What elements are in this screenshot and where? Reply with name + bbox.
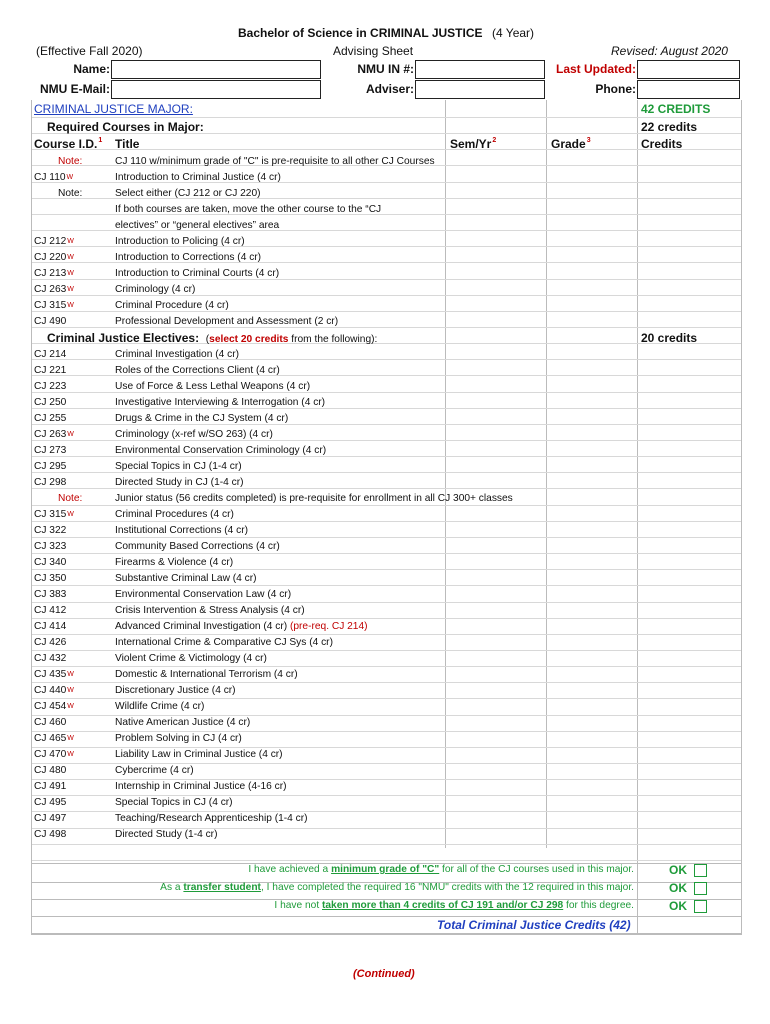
course-title: Professional Development and Assessment (2 cr) (115, 316, 339, 327)
col-title: Title (115, 137, 140, 151)
course-title: Introduction to Criminal Justice (4 cr) (115, 172, 281, 183)
course-row (32, 363, 741, 379)
course-row (32, 699, 741, 715)
course-title: Criminology (4 cr) (115, 284, 196, 295)
course-title: Roles of the Corrections Client (4 cr) (115, 365, 280, 376)
writing-intensive-mark: W (67, 511, 74, 518)
grid-line (32, 117, 741, 118)
course-id: CJ $220^W$ (34, 252, 74, 263)
course-row (32, 539, 741, 555)
last-updated-label: Last Updated: (555, 62, 636, 76)
course-title: Directed Study in CJ (1-4 cr) (115, 477, 244, 488)
course-id: CJ 323 (34, 541, 67, 552)
writing-intensive-mark: W (67, 286, 74, 293)
course-title: Criminal Procedures (4 cr) (115, 509, 234, 520)
email-label: NMU E-Mail: (40, 82, 110, 96)
last-updated-field[interactable] (637, 60, 740, 79)
course-id: CJ 498 (34, 829, 67, 840)
course-title: Junior status (56 credits completed) is pre-requisite for enrollment in all CJ 300+ classes (115, 493, 513, 504)
course-id: CJ $263^W$ (34, 284, 74, 295)
course-id: CJ 350 (34, 573, 67, 584)
course-title: Teaching/Research Apprenticeship (1-4 cr) (115, 813, 308, 824)
course-title: Native American Justice (4 cr) (115, 717, 251, 728)
course-row (32, 427, 741, 443)
course-id: CJ $454^W$ (34, 701, 74, 712)
course-row (32, 507, 741, 523)
name-label: Name: (73, 62, 110, 76)
course-title: Liability Law in Criminal Justice (4 cr) (115, 749, 283, 760)
course-title: Domestic & International Terrorism (4 cr) (115, 669, 298, 680)
course-row (32, 250, 741, 266)
note-row (32, 154, 741, 170)
writing-intensive-mark: W (67, 687, 74, 694)
email-field[interactable] (111, 80, 321, 99)
phone-field[interactable] (637, 80, 740, 99)
ok-checkbox[interactable] (694, 864, 707, 877)
course-row (32, 282, 741, 298)
course-id: CJ 432 (34, 653, 67, 664)
course-title: electives” or “general electives” area (115, 220, 280, 231)
course-table (31, 100, 742, 935)
course-id: CJ 490 (34, 316, 67, 327)
course-title: Internship in Criminal Justice (4-16 cr) (115, 781, 287, 792)
course-title: Investigative Interviewing & Interrogation (4 cr) (115, 397, 326, 408)
course-id: CJ $315^W$ (34, 509, 74, 520)
course-row (32, 731, 741, 747)
course-title: Introduction to Criminal Courts (4 cr) (115, 268, 280, 279)
required-credits: 22 credits (641, 120, 698, 134)
course-title: Community Based Corrections (4 cr) (115, 541, 280, 552)
check-statement: I have not taken more than 4 credits of CJ 191 and/or CJ 298 for this degree. (274, 900, 634, 911)
ok-label: OK (669, 899, 687, 913)
electives-heading: Criminal Justice Electives: (select 20 credits from the following): (47, 331, 378, 345)
course-title: Cybercrime (4 cr) (115, 765, 194, 776)
course-row (32, 523, 741, 539)
course-id: CJ $435^W$ (34, 669, 74, 680)
course-title: Select either (CJ 212 or CJ 220) (115, 188, 261, 199)
course-row (32, 603, 741, 619)
writing-intensive-mark: W (66, 174, 74, 181)
ok-checkbox[interactable] (694, 900, 707, 913)
course-title: Drugs & Crime in the CJ System (4 cr) (115, 413, 289, 424)
course-title: Criminal Investigation (4 cr) (115, 349, 239, 360)
course-id: CJ $470^W$ (34, 749, 74, 760)
course-row (32, 715, 741, 731)
course-title: Special Topics in CJ (1-4 cr) (115, 461, 242, 472)
course-row (32, 443, 741, 459)
course-id: CJ 414 (34, 621, 67, 632)
course-row (32, 635, 741, 651)
effective-date: (Effective Fall 2020) (36, 44, 143, 58)
course-row (32, 571, 741, 587)
writing-intensive-mark: W (67, 431, 74, 438)
course-id: Note: (58, 156, 83, 167)
course-row (32, 266, 741, 282)
writing-intensive-mark: W (67, 302, 74, 309)
course-row (32, 795, 741, 811)
course-row (32, 298, 741, 314)
col-sem-yr: Sem/Yr$^2$ (450, 137, 497, 151)
electives-credits: 20 credits (641, 331, 698, 345)
course-row (32, 234, 741, 250)
course-title: Directed Study (1-4 cr) (115, 829, 218, 840)
course-row (32, 763, 741, 779)
course-row (32, 170, 741, 186)
nmu-in-field[interactable] (415, 60, 545, 79)
course-title: Institutional Corrections (4 cr) (115, 525, 249, 536)
course-row (32, 667, 741, 683)
course-row (32, 555, 741, 571)
note-row (32, 186, 741, 202)
course-id: CJ 340 (34, 557, 67, 568)
course-row (32, 587, 741, 603)
course-id: CJ 383 (34, 589, 67, 600)
course-row (32, 314, 741, 330)
grid-line (32, 933, 741, 934)
prereq-note: (pre-req. CJ 214) (289, 621, 368, 632)
major-title: CRIMINAL JUSTICE MAJOR: (34, 102, 193, 116)
course-id: CJ 298 (34, 477, 67, 488)
course-title: Crisis Intervention & Stress Analysis (4 cr) (115, 605, 305, 616)
course-title: Wildlife Crime (4 cr) (115, 701, 205, 712)
check-statement: I have achieved a minimum grade of "C" for all of the CJ courses used in this major. (248, 864, 634, 875)
course-id: CJ $110^W$ (34, 172, 74, 183)
course-title: Firearms & Violence (4 cr) (115, 557, 234, 568)
course-row (32, 395, 741, 411)
course-id: CJ 322 (34, 525, 67, 536)
course-id: CJ 214 (34, 349, 67, 360)
course-id: CJ 221 (34, 365, 67, 376)
course-title: Use of Force & Less Lethal Weapons (4 cr) (115, 381, 311, 392)
program-title: Bachelor of Science in CRIMINAL JUSTICE (238, 26, 483, 40)
grid-line (32, 860, 741, 861)
course-id: CJ 426 (34, 637, 67, 648)
writing-intensive-mark: W (67, 238, 74, 245)
course-id: CJ 480 (34, 765, 67, 776)
adviser-label: Adviser: (365, 82, 414, 96)
writing-intensive-mark: W (67, 671, 74, 678)
course-row (32, 619, 741, 635)
course-title: Violent Crime & Victimology (4 cr) (115, 653, 267, 664)
col-course-id: Course I.D.$^1$ (34, 137, 103, 151)
course-title: Special Topics in CJ (4 cr) (115, 797, 233, 808)
grid-line (32, 916, 741, 917)
course-title: International Crime & Comparative CJ Sys (4 cr) (115, 637, 333, 648)
revised-date: Revised: August 2020 (611, 44, 728, 58)
course-id: CJ $315^W$ (34, 300, 74, 311)
course-row (32, 683, 741, 699)
course-title: Substantive Criminal Law (4 cr) (115, 573, 257, 584)
course-id: Note: (58, 188, 83, 199)
course-row (32, 379, 741, 395)
course-title: If both courses are taken, move the other course to the “CJ (115, 204, 382, 215)
nmu-in-label: NMU IN #: (357, 62, 414, 76)
note-row (32, 491, 741, 507)
adviser-field[interactable] (415, 80, 545, 99)
total-credits-line: Total Criminal Justice Credits (42) (437, 918, 631, 932)
writing-intensive-mark: W (67, 270, 74, 277)
course-id: CJ $465^W$ (34, 733, 74, 744)
course-row (32, 651, 741, 667)
course-title: Introduction to Policing (4 cr) (115, 236, 245, 247)
course-id: CJ 497 (34, 813, 67, 824)
course-id: CJ 460 (34, 717, 67, 728)
course-id: CJ 495 (34, 797, 67, 808)
course-id: Note: (58, 493, 83, 504)
course-id: CJ 491 (34, 781, 67, 792)
course-row (32, 475, 741, 491)
phone-label: Phone: (595, 82, 636, 96)
program-years: (4 Year) (492, 26, 535, 40)
writing-intensive-mark: W (67, 751, 74, 758)
ok-label: OK (669, 881, 687, 895)
course-row (32, 811, 741, 827)
ok-label: OK (669, 863, 687, 877)
course-id: CJ 412 (34, 605, 67, 616)
col-grade: Grade$^3$ (551, 137, 591, 151)
course-id: CJ $213^W$ (34, 268, 74, 279)
course-id: CJ 255 (34, 413, 67, 424)
total-credits: 42 CREDITS (641, 102, 711, 116)
course-title: Advanced Criminal Investigation (4 cr) (pre-req. CJ 214) (115, 621, 368, 632)
course-row (32, 202, 741, 218)
course-title: Environmental Conservation Criminology (4 cr) (115, 445, 327, 456)
course-id: CJ $263^W$ (34, 429, 74, 440)
name-field[interactable] (111, 60, 321, 79)
course-id: CJ $212^W$ (34, 236, 74, 247)
course-id: CJ 223 (34, 381, 67, 392)
course-title: Discretionary Justice (4 cr) (115, 685, 236, 696)
course-row (32, 779, 741, 795)
ok-checkbox[interactable] (694, 882, 707, 895)
course-row (32, 218, 741, 234)
required-heading: Required Courses in Major: (47, 120, 204, 134)
course-title: Criminology (x-ref w/SO 263) (4 cr) (115, 429, 273, 440)
course-title: Criminal Procedure (4 cr) (115, 300, 229, 311)
course-id: CJ $440^W$ (34, 685, 74, 696)
course-row (32, 411, 741, 427)
course-row (32, 347, 741, 363)
check-statement: As a transfer student, I have completed the required 16 "NMU" credits with the 12 required in this major. (160, 882, 634, 893)
course-id: CJ 273 (34, 445, 67, 456)
course-id: CJ 250 (34, 397, 67, 408)
course-title: CJ 110 w/minimum grade of "C" is pre-requisite to all other CJ Courses (115, 156, 435, 167)
course-title: Problem Solving in CJ (4 cr) (115, 733, 242, 744)
writing-intensive-mark: W (67, 735, 74, 742)
course-title: Introduction to Corrections (4 cr) (115, 252, 262, 263)
writing-intensive-mark: W (67, 703, 74, 710)
course-id: CJ 295 (34, 461, 67, 472)
writing-intensive-mark: W (67, 254, 74, 261)
course-row (32, 747, 741, 763)
course-row (32, 827, 741, 843)
continued-note: (Continued) (353, 968, 415, 980)
grid-line (32, 844, 741, 845)
col-credits: Credits (641, 137, 683, 151)
sheet-title: Advising Sheet (333, 44, 414, 58)
course-title: Environmental Conservation Law (4 cr) (115, 589, 292, 600)
course-row (32, 459, 741, 475)
